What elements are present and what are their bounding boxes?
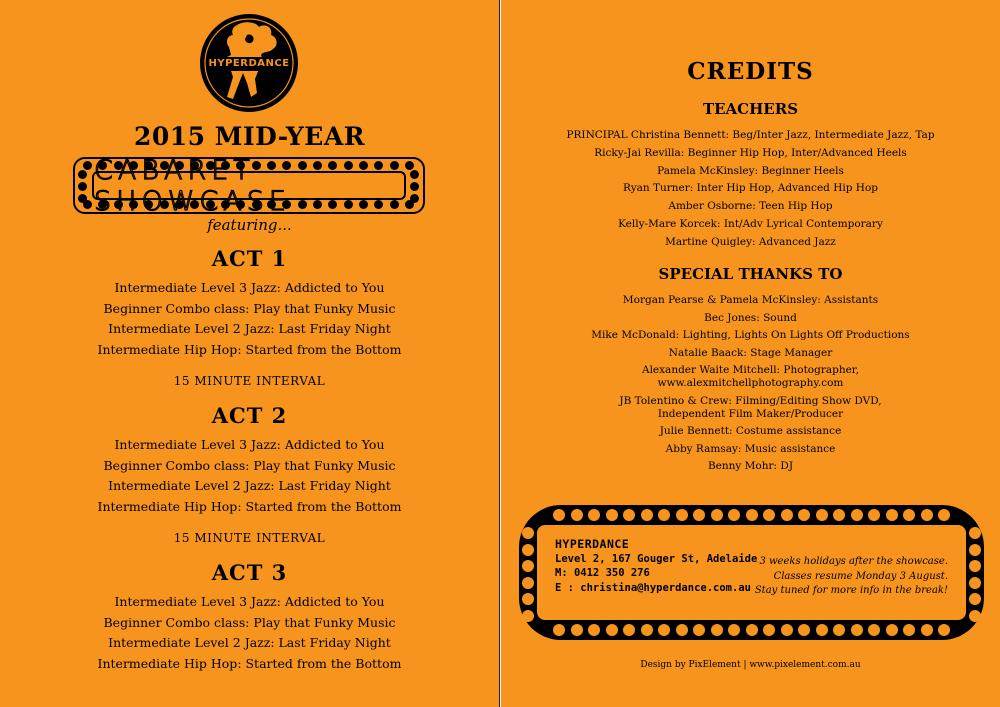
bulb <box>522 610 534 622</box>
list-item-line: Independent Film Maker/Producer <box>657 407 844 420</box>
bulb <box>78 182 87 191</box>
list-item: Pamela McKinsley: Beginner Heels <box>657 164 844 177</box>
list-item-line: www.alexmitchellphotography.com <box>657 377 844 389</box>
note-line: Classes resume Monday 3 August. <box>773 570 948 582</box>
bulb <box>83 161 92 170</box>
featuring-label: featuring... <box>207 216 292 234</box>
bulb <box>410 182 419 191</box>
list-item-line: JB Tolentino & Crew: Filming/Editing Show DVD, <box>619 394 882 407</box>
note-line: Stay tuned for more info in the break! <box>754 585 948 596</box>
program-right-page <box>501 0 1000 707</box>
list-item: Bec Jones: Sound <box>704 311 797 324</box>
bulb <box>606 624 618 636</box>
list-item: PRINCIPAL Christina Bennett: Beg/Inter Jazz, Intermediate Jazz, Tap <box>566 129 935 141</box>
bulb <box>921 624 933 636</box>
thanks-list <box>501 294 1000 478</box>
act-3-list <box>0 592 499 675</box>
bulb <box>728 509 740 521</box>
bulb <box>410 170 419 179</box>
bulb <box>903 509 915 521</box>
bulb <box>553 624 565 636</box>
teachers-title: TEACHERS <box>702 100 799 118</box>
bulb <box>833 509 845 521</box>
bulb <box>868 624 880 636</box>
bulb <box>78 194 87 203</box>
bulb <box>851 509 863 521</box>
bulb <box>781 624 793 636</box>
bulb <box>798 624 810 636</box>
act-3-title: ACT 3 <box>211 560 288 585</box>
bulb <box>851 624 863 636</box>
contact-details <box>555 537 757 595</box>
act-2-list <box>0 435 499 518</box>
contact-phone: M: 0412 350 276 <box>555 567 650 579</box>
bulb <box>571 624 583 636</box>
act-1-title: ACT 1 <box>211 246 288 271</box>
bulb <box>969 560 981 572</box>
bulb <box>969 610 981 622</box>
note-line: 3 weeks holidays after the showcase. <box>759 556 948 567</box>
credits-title: CREDITS <box>687 58 814 85</box>
contact-brand: HYPERDANCE <box>555 537 630 551</box>
bulb <box>641 624 653 636</box>
bulb <box>816 624 828 636</box>
list-item: Intermediate Level 2 Jazz: Last Friday Night <box>108 321 391 337</box>
bulb <box>969 593 981 605</box>
list-item: Beginner Combo class: Play that Funky Music <box>103 300 396 316</box>
list-item: Intermediate Hip Hop: Started from the Bottom <box>97 656 402 672</box>
bulb <box>833 624 845 636</box>
list-item: Ryan Turner: Inter Hip Hop, Advanced Hip Hop <box>622 182 878 195</box>
list-item: Morgan Pearse & Pamela McKinsley: Assistants <box>622 294 879 306</box>
bulb <box>553 509 565 521</box>
bulb <box>641 509 653 521</box>
bulb <box>711 509 723 521</box>
bulb <box>969 527 981 539</box>
bulb <box>903 624 915 636</box>
bulb <box>522 527 534 539</box>
list-item: Beginner Combo class: Play that Funky Music <box>103 457 396 473</box>
bulb <box>522 577 534 589</box>
act-1-list <box>0 278 499 361</box>
bulb <box>623 509 635 521</box>
bulb <box>405 161 414 170</box>
bulb <box>886 624 898 636</box>
marquee-panel <box>92 154 406 217</box>
bulb <box>676 509 688 521</box>
bulb <box>816 509 828 521</box>
bulb <box>798 509 810 521</box>
contact-email: E : christina@hyperdance.com.au <box>555 581 751 594</box>
list-item: Intermediate Level 2 Jazz: Last Friday Night <box>108 635 391 651</box>
list-item: Ricky-Jai Revilla: Beginner Hip Hop, Inter/Advanced Heels <box>594 146 907 159</box>
bulb <box>676 624 688 636</box>
bulb <box>588 624 600 636</box>
bulb <box>781 509 793 521</box>
list-item: Natalie Baack: Stage Manager <box>668 346 833 359</box>
list-item <box>501 364 1000 390</box>
list-item: Intermediate Level 3 Jazz: Addicted to You <box>114 594 385 609</box>
holiday-notes <box>755 555 948 599</box>
list-item: Martine Quigley: Advanced Jazz <box>665 235 836 248</box>
contact-marquee <box>519 505 984 640</box>
marquee-text: CABARET SHOWCASE <box>94 154 291 217</box>
contact-panel <box>537 525 966 620</box>
logo-text: HYPERDANCE <box>208 58 290 69</box>
contact-address: Level 2, 167 Gouger St, Adelaide <box>555 552 758 565</box>
list-item: Intermediate Level 3 Jazz: Addicted to You <box>114 437 385 452</box>
bulb <box>658 509 670 521</box>
bulb <box>693 509 705 521</box>
list-item: Benny Mohr: DJ <box>707 460 794 472</box>
interval-1: 15 MINUTE INTERVAL <box>173 374 326 388</box>
act-2-title: ACT 2 <box>211 403 288 428</box>
bulb <box>410 194 419 203</box>
bulb <box>938 624 950 636</box>
list-item-line: Alexander Waite Mitchell: Photographer, <box>641 364 860 376</box>
list-item <box>501 395 1000 421</box>
bulb <box>522 593 534 605</box>
bulb <box>522 544 534 556</box>
bulb <box>693 624 705 636</box>
bulb <box>571 509 583 521</box>
cabaret-marquee <box>73 154 425 217</box>
list-item: Intermediate Hip Hop: Started from the Bottom <box>97 342 402 358</box>
list-item: Mike McDonald: Lighting, Lights On Lights Off Productions <box>591 329 910 341</box>
event-title: 2015 MID-YEAR <box>134 122 365 151</box>
bulb <box>522 560 534 572</box>
list-item: Amber Osborne: Teen Hip Hop <box>668 200 833 213</box>
list-item: Beginner Combo class: Play that Funky Music <box>103 614 396 630</box>
list-item: Abby Ramsay: Music assistance <box>665 442 836 455</box>
design-credit: Design by PixElement | www.pixelement.com.au <box>640 660 861 670</box>
bulb <box>588 509 600 521</box>
bulb <box>868 509 880 521</box>
bulb <box>606 509 618 521</box>
list-item: Intermediate Hip Hop: Started from the Bottom <box>97 499 402 515</box>
list-item: Intermediate Level 2 Jazz: Last Friday Night <box>108 478 391 494</box>
bulb <box>78 170 87 179</box>
list-item: Julie Bennett: Costume assistance <box>659 425 842 437</box>
bulb <box>711 624 723 636</box>
bulb <box>969 544 981 556</box>
bulb <box>763 624 775 636</box>
bulb <box>921 509 933 521</box>
bulb <box>728 624 740 636</box>
bulb <box>746 624 758 636</box>
list-item: Kelly-Mare Korcek: Int/Adv Lyrical Contemporary <box>618 217 883 230</box>
bulb <box>746 509 758 521</box>
teachers-list <box>501 127 1000 252</box>
bulb <box>886 509 898 521</box>
bulb <box>938 509 950 521</box>
interval-2: 15 MINUTE INTERVAL <box>173 531 326 545</box>
thanks-title: SPECIAL THANKS TO <box>658 265 843 283</box>
bulb <box>763 509 775 521</box>
bulb <box>969 577 981 589</box>
bulb <box>623 624 635 636</box>
list-item: Intermediate Level 3 Jazz: Addicted to You <box>114 280 385 295</box>
bulb <box>658 624 670 636</box>
